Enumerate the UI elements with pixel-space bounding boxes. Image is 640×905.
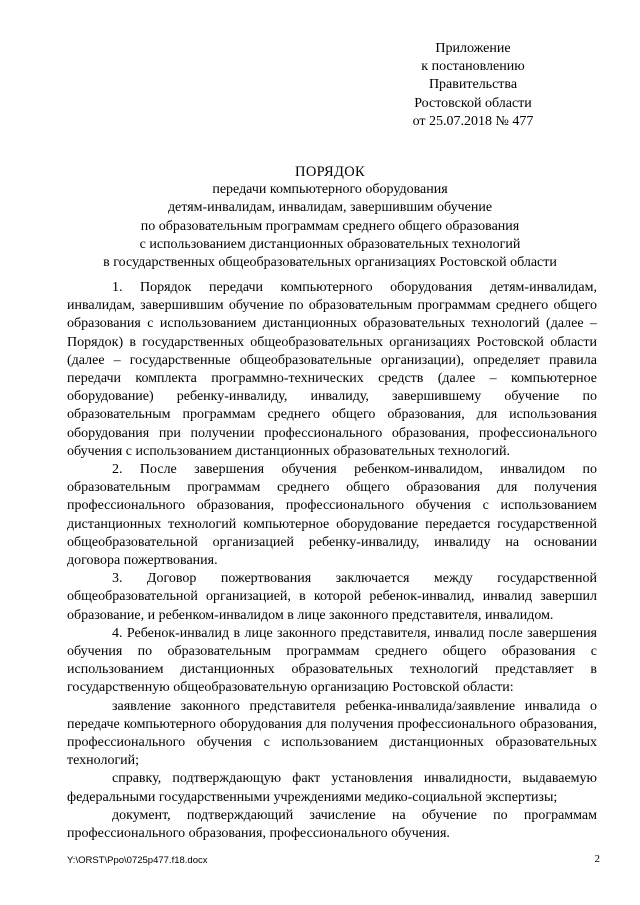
title-main: ПОРЯДОК bbox=[295, 164, 365, 180]
list-item-application: заявление законного представителя ребенка-инвалида/заявление инвалида о передаче компьютерного оборудования для получения профессионального образования, профессионального обучения с использованием дистанционных образовательных технологий; bbox=[67, 698, 597, 769]
appendix-line: к постановлению bbox=[421, 59, 525, 75]
appendix-line: Правительства bbox=[428, 77, 518, 93]
paragraph-3: 3. Договор пожертвования заключается между государственной общеобразовательной организацией, в которой ребенок-инвалид, инвалид завершил образование, и ребенком-инвалидом в лице законного представителя, инвалидом. bbox=[67, 571, 597, 623]
list-item-certificate: справку, подтверждающую факт установления инвалидности, выдаваемую федеральными государственными учреждениями медико-социальной экспертизы; bbox=[67, 771, 597, 805]
footer-file-path: Y:\ORST\Ppo\0725p477.f18.docx bbox=[67, 855, 208, 866]
title-line: по образовательным программам среднего общего образования bbox=[140, 218, 520, 234]
paragraph-2: 2. После завершения обучения ребенком-инвалидом, инвалидом по образовательным программам среднего общего образования для получения профессионального образования, профессионального обучения с использованием дистанционных технологий компьютерное оборудование передается государственной общеобразовательной организацией ребенку-инвалиду, инвалиду на основании договора пожертвования. bbox=[67, 462, 597, 569]
title-line: в государственных общеобразовательных организациях Ростовской области bbox=[103, 255, 557, 271]
appendix-line: Ростовской области bbox=[414, 95, 532, 111]
title-line: детям-инвалидам, инвалидам, завершившим обучение bbox=[167, 200, 493, 216]
document-title bbox=[40, 163, 620, 272]
appendix-date-number: от 25.07.2018 № 477 bbox=[412, 113, 534, 129]
paragraph-1: 1. Порядок передачи компьютерного оборудования детям-инвалидам, инвалидам, завершившим обучение по образовательным программам среднего общего образования с использованием дистанционных образовательных технологий (далее – Порядок) в государственных общеобразовательных организациях Ростовской области (далее – государственные общеобразовательные организации), определяет правила передачи комплекта программно-технических средств (далее – компьютерное оборудование) ребенку-инвалиду, инвалиду, завершившему обучение по образовательным программам среднего общего образования, для использования оборудования при получении профессионального образования, профессионального обучения с использованием дистанционных образовательных технологий. bbox=[67, 280, 597, 459]
appendix-line: Приложение bbox=[435, 41, 511, 56]
document-body bbox=[67, 279, 597, 843]
title-line: с использованием дистанционных образовательных технологий bbox=[139, 236, 521, 252]
paragraph-4: 4. Ребенок-инвалид в лице законного представителя, инвалид после завершения обучения по образовательным программам среднего общего образования с использованием дистанционных образовательных технологий представляет в государственную общеобразовательную организацию Ростовской области: bbox=[67, 625, 597, 696]
title-line: передачи компьютерного оборудования bbox=[212, 182, 448, 198]
page-number: 2 bbox=[594, 853, 600, 865]
list-item-enrollment-document: документ, подтверждающий зачисление на обучение по программам профессионального образования, профессионального обучения. bbox=[67, 807, 597, 842]
appendix-block bbox=[388, 40, 558, 131]
